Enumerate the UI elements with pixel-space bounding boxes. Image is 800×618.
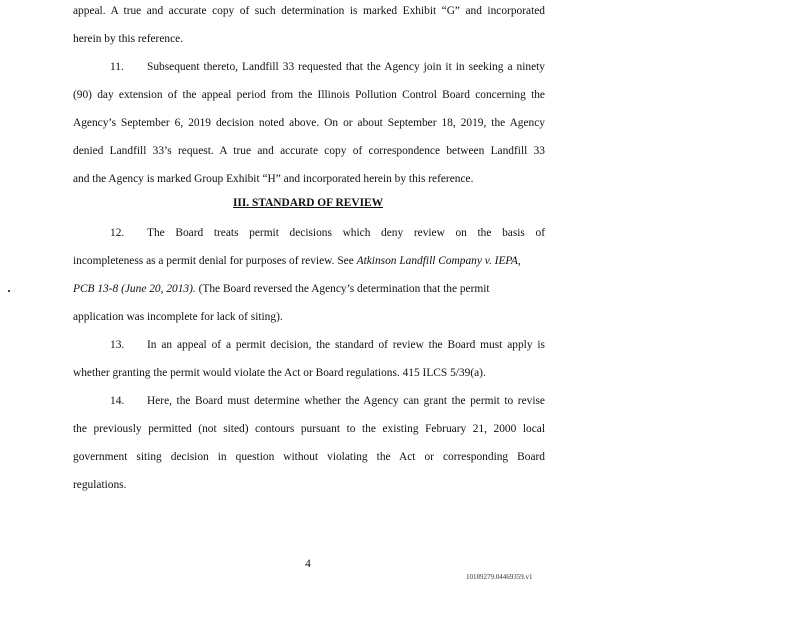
para12-line-1	[73, 226, 545, 240]
page-number: 4	[305, 558, 311, 570]
para11-line-2: (90) day extension of the appeal period from the Illinois Pollution Control Board concerning the	[73, 89, 545, 101]
para14-line-4: regulations.	[73, 479, 127, 491]
para11-line-1	[73, 60, 545, 74]
para11-line-5: and the Agency is marked Group Exhibit “H” and incorporated herein by this reference.	[73, 173, 474, 185]
para14-line-1	[73, 394, 545, 408]
para12-line-2	[73, 254, 545, 268]
para14-number: 14.	[110, 395, 125, 407]
para14-first: Here, the Board must determine whether the Agency can grant the permit to revise	[147, 395, 545, 407]
para13-number: 13.	[110, 339, 125, 351]
para13-line-2: whether granting the permit would violate the Act or Board regulations. 415 ILCS 5/39(a).	[73, 367, 486, 379]
margin-mark	[8, 290, 10, 292]
para10-line-2: herein by this reference.	[73, 33, 184, 45]
para12-line3-text: (The Board reversed the Agency’s determination that the permit	[195, 283, 490, 295]
para12-first: The Board treats permit decisions which deny review on the basis of	[147, 227, 545, 239]
para13-line-1	[73, 338, 545, 352]
case-citation-cite: PCB 13-8 (June 20, 2013).	[73, 283, 196, 295]
document-id: 10189279.04469359.v1	[466, 573, 533, 581]
para14-line-2: the previously permitted (not sited) contours pursuant to the existing February 21, 2000 local	[73, 423, 545, 435]
para11-first: Subsequent thereto, Landfill 33 requested that the Agency join it in seeking a ninety	[147, 61, 545, 73]
para11-number: 11.	[110, 61, 124, 73]
para14-line-3: government siting decision in question without violating the Act or corresponding Board	[73, 451, 545, 463]
section-heading: III. STANDARD OF REVIEW	[233, 197, 383, 209]
para11-line-3: Agency’s September 6, 2019 decision noted above. On or about September 18, 2019, the Agency	[73, 117, 545, 129]
para10-line-1: appeal. A true and accurate copy of such determination is marked Exhibit “G” and incorporated	[73, 5, 545, 17]
para12-line-3	[73, 282, 545, 296]
para12-line2-text: incompleteness as a permit denial for purposes of review. See	[73, 255, 357, 267]
para12-line-4: application was incomplete for lack of siting).	[73, 311, 283, 323]
case-citation-name: Atkinson Landfill Company v. IEPA,	[356, 255, 521, 267]
para11-line-4: denied Landfill 33’s request. A true and accurate copy of correspondence between Landfill 33	[73, 145, 545, 157]
para13-first: In an appeal of a permit decision, the standard of review the Board must apply is	[147, 339, 545, 351]
para12-number: 12.	[110, 227, 125, 239]
